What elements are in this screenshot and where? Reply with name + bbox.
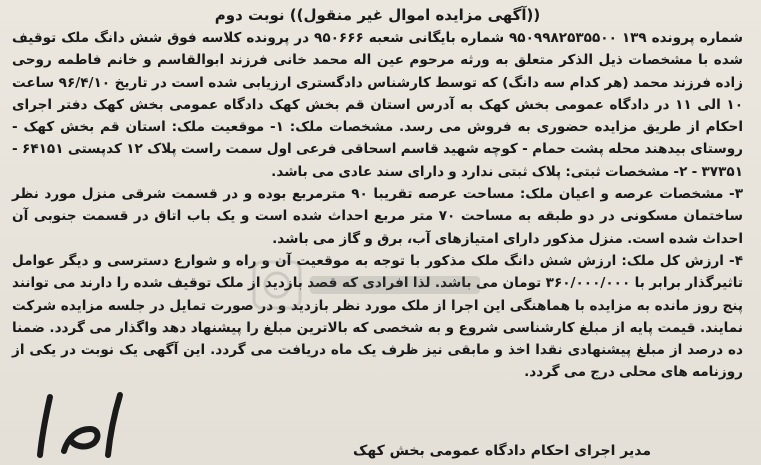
watermark-logo: [250, 250, 490, 320]
notice-body: [12, 27, 743, 384]
notice-title: ((آگهی مزایده اموال غیر منقول)) نوبت دوم: [214, 6, 541, 24]
paragraph-2: ۳- مشخصات عرصه و اعیان ملک: مساحت عرصه تقریبا ۹۰ مترمربع بوده و در قسمت شرقی منزل مورد نظر ساختمان مسکونی در دو طبقه به مساحت ۷۰ متر مربع احداث شده است و یک باب اتاق در قسمت جنوبی آن احداث شده است. منزل مذکور دارای امتیازهای آب، برق و گاز می باشد.: [12, 186, 743, 247]
paragraph-3: ۴- ارزش کل ملک: ارزش شش دانگ ملک مذکور با توجه به موقعیت آن و راه و شوارع دسترسی و دیگر عوامل تاثیرگذار برابر با ۳۶۰/۰۰۰/۰۰۰ تومان می باشد. لذا افرادی که قصد بازدید از ملک توقیف شده را دارند می توانند پنج روز مانده به مزایده با هماهنگی این اجرا از ملک مورد نظر بازدید و در صورت تمایل در جلسه مزایده شرکت نمایند. قیمت پایه از مبلغ کارشناسی شروع و به شخصی که بالاترین مبلغ را پیشنهاد دهد واگذار می گردد. ضمنا ده درصد از مبلغ پیشنهادی نقدا اخذ و مابقی نیز ظرف یک ماه دریافت می گردد. این آگهی یک نوبت در یکی از روزنامه های محلی درج می گردد.: [12, 252, 743, 381]
signature-line: مدیر اجرای احکام دادگاه عمومی بخش کهک: [353, 443, 651, 459]
handwritten-number: [28, 385, 138, 465]
paragraph-1: شماره پرونده ۱۳۹ ۹۵۰۹۹۸۲۵۳۵۵۰۰ شماره بایگانی شعبه ۹۵۰۶۶۶ در پرونده کلاسه فوق شش دانگ ملک توقیف شده با مشخصات ذیل الذکر متعلق به ورثه مرحوم عین اله محمد خانی فرزند ابوالقاسم و خانم فاطمه روحی زاده فرزند محمد (هر کدام سه دانگ) که توسط کارشناس دادگستری ارزیابی شده است در تاریخ ۹۶/۴/۱۰ ساعت ۱۰ الی ۱۱ در دادگاه عمومی بخش کهک به آدرس استان قم بخش کهک دادگاه عمومی بخش کهک دفتر اجرای احکام از طریق مزایده حضوری به فروش می رسد. مشخصات ملک: ۱- موقعیت ملک: استان قم بخش کهک - روستای بیدهند محله پشت حمام - کوچه شهید قاسم اسحاقی فرعی اول سمت راست پلاک ۱۲ کدپستی ۶۴۱۵۱ - ۳۷۳۵۱ - ۲- مشخصات ثبتی: پلاک ثبتی ندارد و دارای سند عادی می باشد.: [12, 30, 744, 180]
